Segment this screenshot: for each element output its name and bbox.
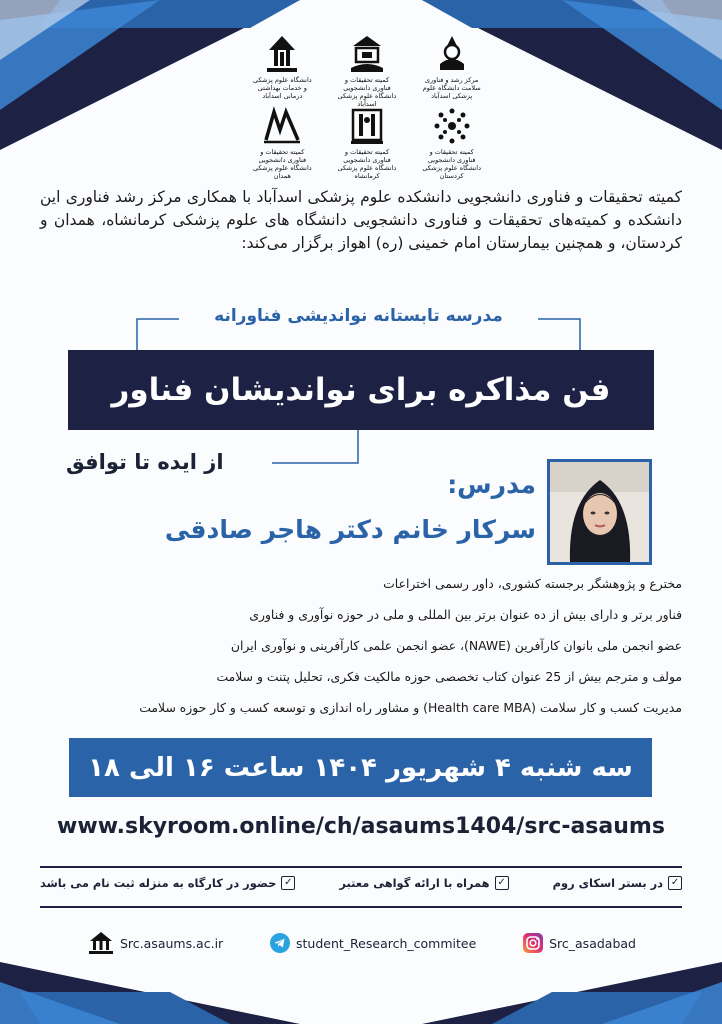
checkbox-check-icon: ✓ [668, 876, 682, 890]
logos-top-row [252, 34, 482, 108]
logo-caption: دانشگاه علوم پزشکی و خدمات بهداشتی درمانی اسدآباد [252, 76, 312, 100]
social-links-row [88, 931, 636, 955]
note-text: در بستر اسکای روم [552, 876, 663, 890]
checkbox-check-icon: ✓ [495, 876, 509, 890]
website-text: Src.asaums.ac.ir [120, 935, 224, 951]
kurdistan-research-logo-icon [433, 106, 471, 146]
bottom-left-corner-decoration [0, 962, 300, 1024]
note-text: همراه با ارائه گواهی معتبر [339, 876, 490, 890]
note-item [553, 876, 682, 890]
date-time: سه شنبه ۴ شهریور ۱۴۰۴ ساعت ۱۶ الی ۱۸ [88, 752, 633, 783]
logo-university-tower [252, 34, 313, 108]
date-time-banner [69, 738, 652, 797]
bio-line: عضو انجمن ملی بانوان کارآفرین (NAWE)، عضو انجمن علمی کارآفرینی و نوآوری ایران [230, 638, 682, 653]
university-tower-logo-icon [265, 34, 299, 74]
logo-caption: کمیته تحقیقات و فناوری دانشجویی دانشگاه علوم پزشکی کرمانشاه [337, 148, 397, 180]
intro-paragraph: کمیته تحقیقات و فناوری دانشجویی دانشکده علوم پزشکی اسدآباد با همکاری مرکز رشد فناوری این دانشکده و کمیته‌های تحقیقات و فناوری دانشجویی دانشگاه های علوم پزشکی کرمانشاه، همدان و کردستان، و همچنین بیمارستان امام خمینی (ره) اهواز برگزار می‌کند: [40, 188, 682, 252]
logo-caption: مرکز رشد و فناوری سلامت دانشگاه علوم پزشکی اسدآباد [422, 76, 481, 100]
divider-bottom [40, 906, 682, 908]
main-title: فن مذاکره برای نواندیشان فناور [111, 372, 611, 408]
logo-caption: کمیته تحقیقات و فناوری دانشجویی دانشگاه علوم پزشکی اسدآباد [337, 76, 397, 108]
instructor-name: سرکار خانم دکتر هاجر صادقی [164, 515, 536, 544]
bottom-right-corner-decoration [422, 962, 722, 1024]
hamadan-research-logo-icon [262, 106, 302, 146]
bio-line: مخترع و پژوهشگر برجسته کشوری، داور رسمی اختراعات [383, 576, 682, 591]
bio-line: فناور برتر و دارای بیش از ده عنوان برتر بین المللی و ملی در حوزه نوآوری و فناوری [249, 607, 682, 622]
health-growth-center-logo-icon [435, 34, 469, 74]
instructor-portrait-icon [550, 462, 649, 562]
logo-kermanshah-research [337, 106, 398, 180]
instructor-photo [547, 459, 652, 565]
note-item [339, 876, 508, 890]
main-title-banner [68, 350, 654, 430]
instagram-link[interactable] [523, 933, 636, 953]
logo-health-growth-center [421, 34, 482, 108]
note-text: حضور در کارگاه به منزله ثبت نام می باشد [40, 876, 277, 890]
logo-hamadan-research [252, 106, 313, 180]
instagram-icon [523, 933, 543, 953]
university-tower-small-icon [88, 931, 114, 955]
logo-caption: کمیته تحقیقات و فناوری دانشجویی دانشگاه علوم پزشکی همدان [252, 148, 312, 180]
logo-caption: کمیته تحقیقات و فناوری دانشجویی دانشگاه علوم پزشکی کردستان [422, 148, 481, 180]
telegram-icon [270, 933, 290, 953]
bio-line: مولف و مترجم بیش از 25 عنوان کتاب تخصصی حوزه مالکیت فکری، تحلیل پتنت و سلامت [216, 669, 682, 684]
website-link[interactable] [88, 931, 223, 955]
event-url-link[interactable]: www.skyroom.online/ch/asaums1404/src-asaums [57, 814, 665, 839]
subtitle: از ایده تا توافق [66, 450, 224, 474]
logo-kurdistan-research [421, 106, 482, 180]
kermanshah-research-logo-icon [349, 106, 385, 146]
checkbox-check-icon: ✓ [281, 876, 295, 890]
school-title-group [135, 306, 582, 328]
student-research-asadabad-logo-icon [349, 34, 385, 74]
logos-bottom-row [252, 106, 482, 180]
logo-student-research-asadabad [337, 34, 398, 108]
subtitle-connector-line [272, 430, 368, 468]
divider-top [40, 866, 682, 868]
instructor-label: مدرس: [447, 470, 536, 499]
school-title: مدرسه تابستانه نواندیشی فناورانه [214, 306, 503, 326]
note-item [40, 876, 295, 890]
telegram-text: student_Research_commitee [296, 935, 477, 951]
bio-line: مدیریت کسب و کار سلامت (Health care MBA) و مشاور راه اندازی و توسعه کسب و کار حوزه سلامت [139, 700, 682, 715]
instructor-bio [42, 574, 682, 729]
instagram-text: Src_asadabad [549, 935, 636, 951]
notes-row [40, 876, 682, 890]
telegram-link[interactable] [270, 933, 476, 953]
